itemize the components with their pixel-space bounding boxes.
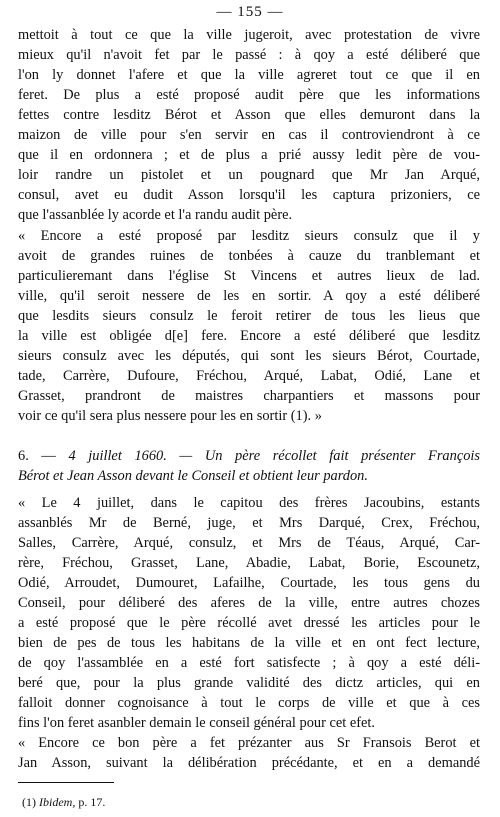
section-heading-line [18, 446, 480, 466]
footnote-divider [18, 782, 114, 783]
text-line: assanblés Mr de Berné, juge, et Mrs Darqué, Crex, Fréchou, [18, 515, 480, 531]
text-line: Jan Asson, suivant la délibération précédante, et en a demandé [18, 755, 480, 771]
footnote-marker: (1) [22, 795, 36, 809]
text-line: maizon de ville pour s'en servir en cas il controviendront à ce [18, 127, 480, 143]
footnote-source: Ibidem, [39, 795, 76, 809]
text-line: bien de pes de tous les habitans de la ville et en ont fect lecture, [18, 635, 480, 651]
text-line: fettes contre lesditz Bérot et Asson que elles demuront dans la [18, 107, 480, 123]
footnote-page: p. 17. [78, 795, 106, 809]
text-line: « Encore ce bon père a fet prézanter aus Sr Fransois Berot et [18, 735, 480, 751]
text-line: Salles, Carrère, Arqué, consulz, et Mrs de Téaus, Arqué, Car- [18, 535, 480, 551]
text-line: avoit de grandes ruines de tonbées à cauze du tranblemant et [18, 248, 480, 264]
text-line: l'on ly donnet l'afere et que la ville agreret tout ce que il en [18, 67, 480, 83]
text-line: loir randre un pistolet et un pougnard que Mr Jan Arqué, [18, 167, 480, 183]
text-line: « Le 4 juillet, dans le capitou des frères Jacoubins, estants [18, 495, 480, 511]
text-line: tade, Carrère, Dufoure, Fréchou, Arqué, Labat, Odié, Lane et [18, 368, 480, 384]
text-line: que lesdits sieurs consulz le feroit retirer de tous les lieus que [18, 308, 480, 324]
section-number: 6. — [18, 448, 56, 464]
text-line: a esté proposé que le père récollé avet dressé les articles pour le [18, 615, 480, 631]
text-line: fins l'on feret asanbler demain le conseil général pour cet efet. [18, 715, 376, 731]
text-line: Grasset, prandront de maistres charpantiers et massons pour [18, 388, 480, 404]
text-line: beré que, pour la plus grande validité des dictz articles, qui en [18, 675, 480, 691]
text-line: Conseil, pour déliberé des aferes de la ville, entre autres chozes [18, 595, 480, 611]
text-line: la ville est obligée d[e] fere. Encore a esté déliberé que lesditz [18, 328, 480, 344]
footnote [22, 794, 105, 810]
text-line: mettoit à tout ce que la ville jugeroit, avec protestation de vivre [18, 27, 480, 43]
text-line: consul, avet eu dudit Asson lorsqu'il les captura prizoniers, ce [18, 187, 480, 203]
section-heading-line: Bérot et Jean Asson devant le Conseil et obtient leur pardon. [18, 468, 368, 484]
text-line: que il en ordonnera ; et de plus a prié aussy ledit père de vou- [18, 147, 480, 163]
text-line: mieux qu'il n'avoit fet par le passé : à qoy a esté déliberé que [18, 47, 480, 63]
text-line: ville, qu'il seroit nessere de les en sortir. A qoy a esté déliberé [18, 288, 480, 304]
section-heading-text: 4 juillet 1660. — Un père récollet fait présenter François [68, 448, 481, 464]
text-line: rère, Fréchou, Grasset, Lane, Abadie, Labat, Borie, Escounetz, [18, 555, 480, 571]
text-line: « Encore a esté proposé par lesditz sieurs consulz que il y [18, 228, 480, 244]
text-line: Odié, Arroudet, Dumouret, Lafailhe, Courtade, les tous gens du [18, 575, 480, 591]
text-line: falloit donner cognoisance à tout le corps de ville et que à ces [18, 695, 480, 711]
text-line: que l'assanblée ly acorde et l'a randu audit père. [18, 207, 293, 223]
page-number-header: — 155 — [216, 4, 284, 20]
text-line: sieurs consulz avec les députés, qui sont les sieurs Bérot, Courtade, [18, 348, 480, 364]
text-line: particulieremant dans l'église St Vincens et autres lieux de lad. [18, 268, 480, 284]
text-line: voir ce qu'il sera plus nessere pour les en sortir (1). » [18, 408, 322, 424]
text-line: de qoy l'assamblée en a esté fort satisfecte ; à qoy a esté déli- [18, 655, 480, 671]
text-line: feret. De plus a esté proposé audit père que les informations [18, 87, 480, 103]
